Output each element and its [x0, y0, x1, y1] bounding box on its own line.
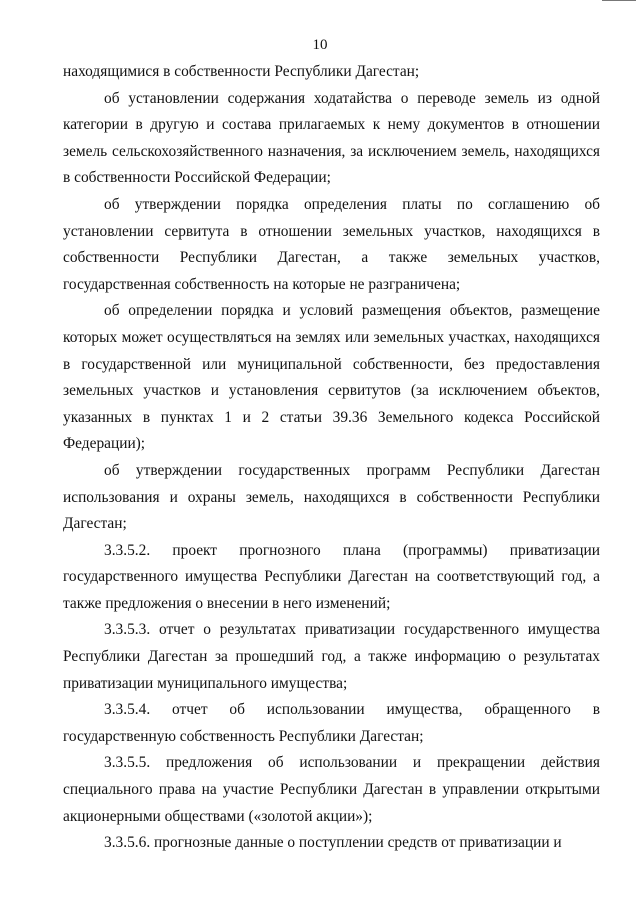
- paragraph-3-3-5-6: 3.3.5.6. прогнозные данные о поступлении средств от приватизации и: [104, 834, 562, 852]
- paragraph-3-3-5-2: 3.3.5.2. проект прогнозного плана (программы) приватизации государственного имущества Республики Дагестан на соответствующий год, а также предложения о внесении в него изменений;: [63, 541, 600, 612]
- page-number: 10: [312, 37, 328, 53]
- document-body: [63, 59, 600, 857]
- paragraph-petition-content: об установлении содержания ходатайства о переводе земель из одной категории в другую и состава прилагаемых к нему документов в отношении земель сельскохозяйственного назначения, за исключением земель, находящихся в собственности Российской Федерации;: [63, 89, 600, 187]
- paragraph-continuation: находящимися в собственности Республики Дагестан;: [63, 63, 420, 80]
- scan-edge-mark: [602, 0, 636, 4]
- paragraph-3-3-5-4: 3.3.5.4. отчет об использовании имущества, обращенного в государственную собственность Республики Дагестан;: [63, 701, 600, 745]
- paragraph-3-3-5-3: 3.3.5.3. отчет о результатах приватизации государственного имущества Республики Дагестан за прошедший год, а также информацию о результатах приватизации муниципального имущества;: [63, 621, 600, 692]
- paragraph-land-programs: об утверждении государственных программ Республики Дагестан использования и охраны земель, находящихся в собственности Республики Дагестан;: [63, 461, 600, 533]
- paragraph-3-3-5-5: 3.3.5.5. предложения об использовании и прекращении действия специального права на участие Республики Дагестан в управлении открытыми акционерными обществами («золотой акции»);: [63, 754, 600, 825]
- paragraph-object-placement: об определении порядка и условий размещения объектов, размещение которых может осуществляться на землях или земельных участках, находящихся в государственной или муниципальной собственности, без предоставления земельных участков и установления сервитутов (за исключением объектов, указанных в пунктах 1 и 2 статьи 39.36 Земельного кодекса Российской Федерации);: [63, 302, 600, 453]
- paragraph-servitude-fee: об утверждении порядка определения платы по соглашению об установлении сервитута в отношении земельных участков, находящихся в собственности Республики Дагестан, а также земельных участков, государственная собственность на которые не разграничена;: [63, 195, 600, 293]
